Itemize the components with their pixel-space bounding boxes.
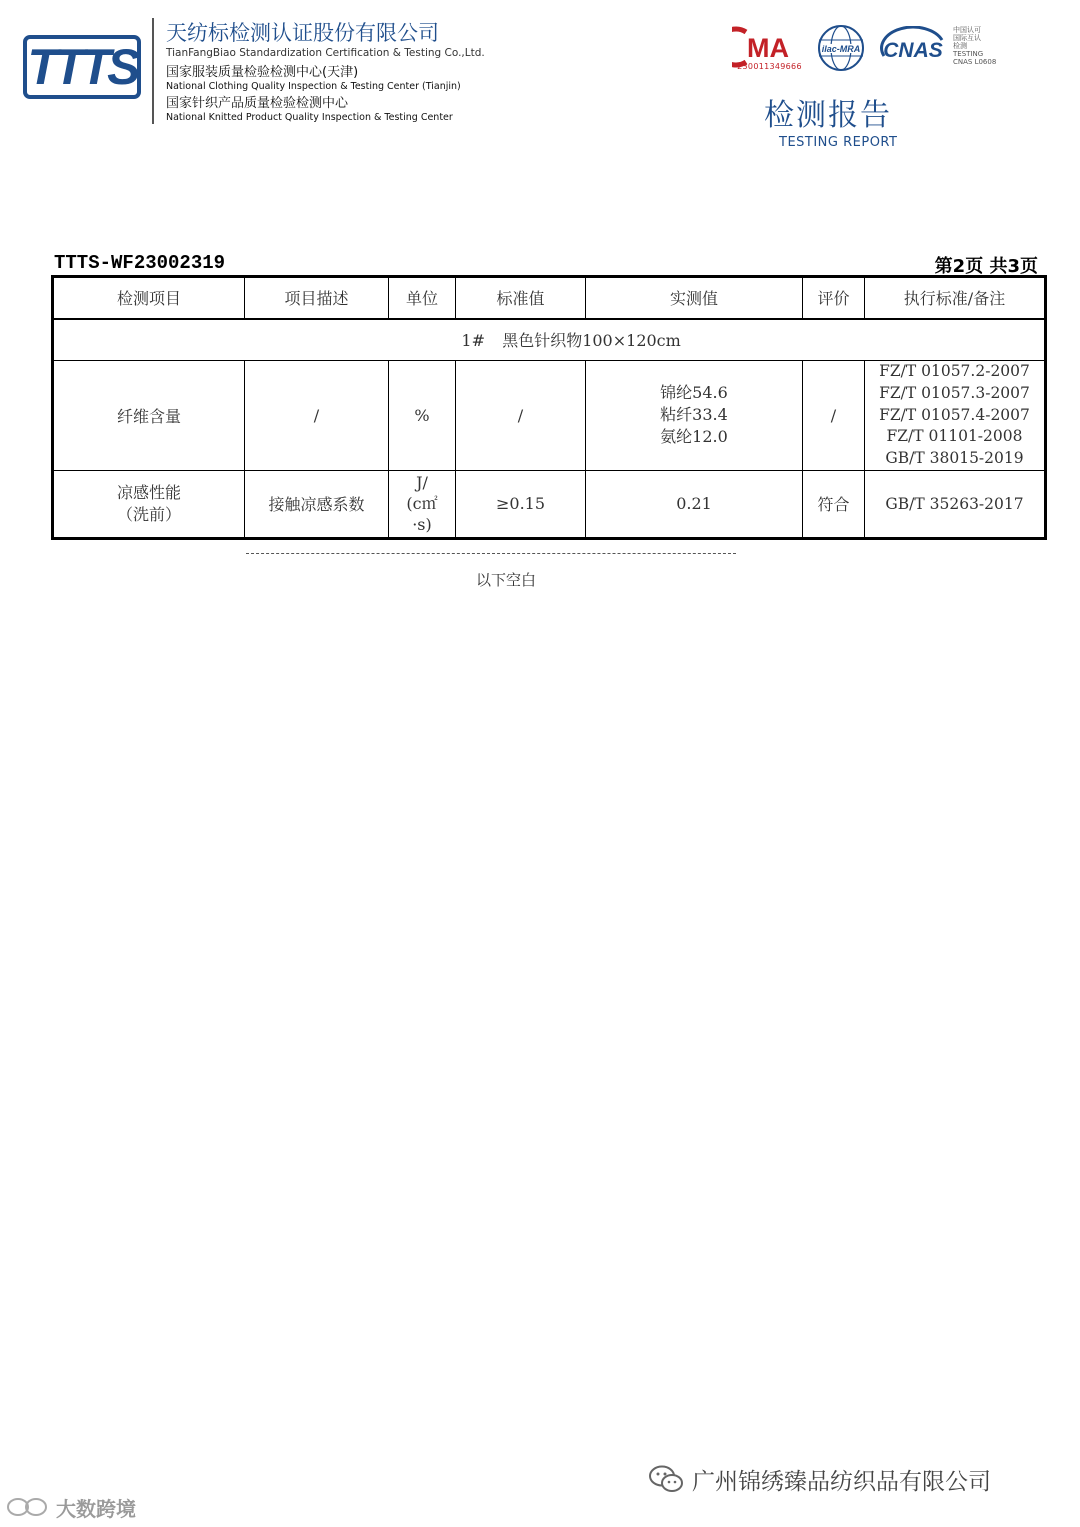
cnas-caption xyxy=(953,26,996,66)
standard-ref: GB/T 35263-2017 xyxy=(865,470,1046,538)
logo-text: TTTS xyxy=(27,39,137,95)
cnas-line: 检测 xyxy=(953,42,967,50)
unit xyxy=(389,470,456,538)
report-number: TTTS-WF23002319 xyxy=(54,252,226,274)
wechat-watermark xyxy=(648,1462,991,1496)
cnas-line: 国际互认 xyxy=(953,34,981,42)
center1-name: 国家服装质量检验检测中心(天津) xyxy=(166,65,359,80)
standard-ref: FZ/T 01057.4-2007 xyxy=(879,405,1030,424)
test-item: 纤维含量 xyxy=(53,361,245,471)
measured-value: 锦纶54.6 xyxy=(660,383,728,403)
watermark-company: 广州锦绣臻品纺织品有限公司 xyxy=(692,1468,991,1495)
wechat-icon xyxy=(648,1464,684,1494)
measured-value: 0.21 xyxy=(586,470,803,538)
column-header: 实测值 xyxy=(586,277,803,319)
platform-watermark xyxy=(6,1492,136,1522)
unit-line: J/ xyxy=(416,473,428,493)
chat-bubble-icon xyxy=(6,1496,50,1518)
results-table xyxy=(51,275,1047,540)
test-item-line: 凉感性能 xyxy=(116,482,181,502)
report-title: 检测报告 xyxy=(764,98,892,133)
ilac-mra-icon xyxy=(816,23,866,73)
standard-ref: GB/T 38015-2019 xyxy=(885,449,1024,468)
cnas-line: CNAS L0608 xyxy=(953,58,997,66)
measured-value: 氨纶12.0 xyxy=(660,427,728,447)
measured-value: 粘纤33.4 xyxy=(660,405,728,425)
standard-ref: FZ/T 01101-2008 xyxy=(886,427,1023,446)
blank-note: 以下空白 xyxy=(476,571,537,589)
item-description: 接触凉感系数 xyxy=(245,470,389,538)
sample-id: 1# xyxy=(461,331,485,351)
sample-cell xyxy=(53,319,1046,361)
center1-name-en: National Clothing Quality Inspection & Testing Center (Tianjin) xyxy=(166,81,461,92)
column-header: 评价 xyxy=(803,277,865,319)
company-name-en: TianFangBiao Standardization Certification & Testing Co.,Ltd. xyxy=(166,47,485,59)
column-header: 单位 xyxy=(389,277,456,319)
center2-name: 国家针织产品质量检验检测中心 xyxy=(166,96,349,111)
cnas-line: 中国认可 xyxy=(953,26,981,34)
ma-number: 230011349666 xyxy=(737,62,802,71)
unit-line: ·s) xyxy=(412,515,432,535)
header-divider xyxy=(152,18,154,124)
ttts-logo xyxy=(23,35,141,99)
center2-name-en: National Knitted Product Quality Inspection & Testing Center xyxy=(166,112,453,123)
standard-ref: FZ/T 01057.2-2007 xyxy=(879,362,1030,380)
unit-line: (c㎡ xyxy=(406,494,438,514)
standard-ref: FZ/T 01057.3-2007 xyxy=(879,383,1030,402)
company-block xyxy=(166,20,485,124)
test-item-line: （洗前） xyxy=(116,504,181,524)
blank-divider xyxy=(246,553,736,554)
watermark-platform: 大数跨境 xyxy=(56,1496,136,1521)
sample-description: 黑色针织物100×120cm xyxy=(502,331,681,351)
sample-row xyxy=(53,319,1046,361)
column-header: 项目描述 xyxy=(245,277,389,319)
test-item xyxy=(53,470,245,538)
standards-list xyxy=(865,361,1046,471)
measured-values xyxy=(586,361,803,471)
company-name: 天纺标检测认证股份有限公司 xyxy=(166,21,439,45)
cnas-line: TESTING xyxy=(953,50,984,58)
cnas-mark-icon xyxy=(878,26,948,72)
evaluation: / xyxy=(803,361,865,471)
cnas-label: CNAS xyxy=(883,39,943,62)
table-header-row xyxy=(53,277,1046,319)
evaluation: 符合 xyxy=(803,470,865,538)
table-row xyxy=(53,361,1046,471)
column-header: 检测项目 xyxy=(53,277,245,319)
column-header: 执行标准/备注 xyxy=(865,277,1046,319)
certification-logos xyxy=(732,22,1012,78)
ilac-label: ilac-MRA xyxy=(821,44,861,54)
table-row xyxy=(53,470,1046,538)
item-description: / xyxy=(245,361,389,471)
standard-value: ≥0.15 xyxy=(456,470,586,538)
report-subtitle: TESTING REPORT xyxy=(779,135,898,150)
unit: % xyxy=(389,361,456,471)
column-header: 标准值 xyxy=(456,277,586,319)
standard-value: / xyxy=(456,361,586,471)
page-info: 第2页 共3页 xyxy=(934,256,1038,277)
ma-label: MA xyxy=(747,33,789,63)
